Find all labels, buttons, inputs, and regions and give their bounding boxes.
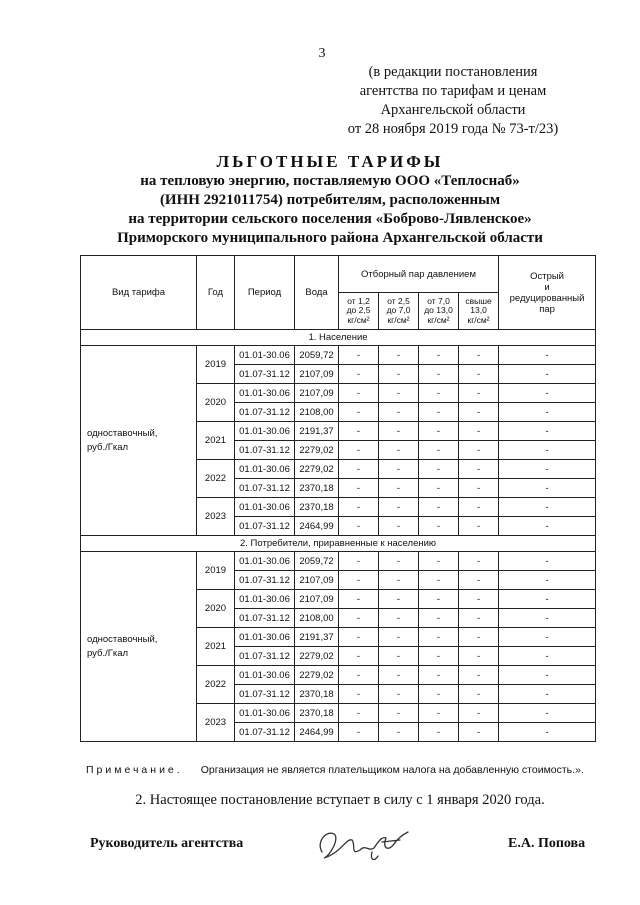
period-cell: 01.07-31.12 <box>235 517 295 536</box>
year-cell: 2020 <box>197 590 235 628</box>
header-period: Период <box>235 256 295 330</box>
steam-cell: - <box>379 422 419 441</box>
period-cell: 01.01-30.06 <box>235 666 295 685</box>
steam-cell: - <box>499 441 596 460</box>
steam-cell: - <box>339 498 379 517</box>
title-line: Приморского муниципального района Архангельской области <box>117 230 543 246</box>
tariff-type-cell <box>81 346 197 536</box>
steam-cell: - <box>499 571 596 590</box>
steam-cell: - <box>339 403 379 422</box>
header-steam-1 <box>339 293 379 330</box>
water-cell: 2191,37 <box>295 422 339 441</box>
edition-line: от 28 ноября 2019 года № 73-т/23) <box>347 121 559 137</box>
water-cell: 2279,02 <box>295 441 339 460</box>
header-line: пар <box>539 303 555 315</box>
period-cell: 01.01-30.06 <box>235 384 295 403</box>
steam-cell: - <box>499 498 596 517</box>
page-number: 3 <box>318 46 326 61</box>
period-cell: 01.01-30.06 <box>235 704 295 723</box>
period-cell: 01.01-30.06 <box>235 422 295 441</box>
steam-cell: - <box>339 590 379 609</box>
title-heading: ЛЬГОТНЫЕ ТАРИФЫ <box>216 152 444 171</box>
steam-cell: - <box>459 517 499 536</box>
header-line: кг/см² <box>467 314 490 325</box>
note-text: Организация не является плательщиком налога на добавленную стоимость.». <box>200 764 584 776</box>
water-cell: 2279,02 <box>295 666 339 685</box>
steam-cell: - <box>379 403 419 422</box>
steam-cell: - <box>419 517 459 536</box>
water-cell: 2464,99 <box>295 723 339 742</box>
steam-cell: - <box>419 704 459 723</box>
steam-cell: - <box>339 723 379 742</box>
steam-cell: - <box>379 723 419 742</box>
period-cell: 01.01-30.06 <box>235 346 295 365</box>
steam-cell: - <box>339 422 379 441</box>
year-cell: 2019 <box>197 346 235 384</box>
steam-cell: - <box>339 460 379 479</box>
tariff-table <box>80 255 596 742</box>
tariff-table-body <box>81 330 596 742</box>
steam-cell: - <box>459 460 499 479</box>
steam-cell: - <box>459 723 499 742</box>
steam-cell: - <box>379 365 419 384</box>
period-cell: 01.01-30.06 <box>235 628 295 647</box>
period-cell: 01.01-30.06 <box>235 460 295 479</box>
steam-cell: - <box>419 479 459 498</box>
steam-cell: - <box>379 460 419 479</box>
steam-cell: - <box>339 571 379 590</box>
header-line: от 7,0 <box>427 295 450 306</box>
header-line: свыше <box>465 295 492 306</box>
steam-cell: - <box>339 517 379 536</box>
steam-cell: - <box>339 628 379 647</box>
period-cell: 01.07-31.12 <box>235 571 295 590</box>
steam-cell: - <box>379 346 419 365</box>
section-title: 2. Потребители, приравненные к населению <box>81 536 596 552</box>
steam-cell: - <box>379 517 419 536</box>
header-line: и <box>544 281 550 293</box>
tariff-type-line: руб./Гкал <box>87 647 129 659</box>
signatory-position: Руководитель агентства <box>90 836 244 851</box>
period-cell: 01.07-31.12 <box>235 403 295 422</box>
steam-cell: - <box>419 723 459 742</box>
header-year: Год <box>197 256 235 330</box>
header-line: редуцированный <box>509 292 585 304</box>
steam-cell: - <box>499 365 596 384</box>
water-cell: 2107,09 <box>295 590 339 609</box>
steam-cell: - <box>379 609 419 628</box>
steam-cell: - <box>499 647 596 666</box>
steam-cell: - <box>339 346 379 365</box>
water-cell: 2464,99 <box>295 517 339 536</box>
header-water: Вода <box>295 256 339 330</box>
steam-cell: - <box>459 628 499 647</box>
period-cell: 01.01-30.06 <box>235 498 295 517</box>
steam-cell: - <box>379 552 419 571</box>
steam-cell: - <box>499 517 596 536</box>
steam-cell: - <box>459 365 499 384</box>
steam-cell: - <box>459 609 499 628</box>
steam-cell: - <box>339 552 379 571</box>
steam-cell: - <box>459 666 499 685</box>
year-cell: 2022 <box>197 460 235 498</box>
steam-cell: - <box>379 441 419 460</box>
steam-cell: - <box>419 365 459 384</box>
steam-cell: - <box>459 590 499 609</box>
title-line: на территории сельского поселения «Боброво-Лявленское» <box>128 211 532 227</box>
edition-line: Архангельской области <box>380 102 526 118</box>
effective-date-text: 2. Настоящее постановление вступает в силу с 1 января 2020 года. <box>135 792 545 808</box>
steam-cell: - <box>419 571 459 590</box>
signatory-name: Е.А. Попова <box>508 836 586 851</box>
steam-cell: - <box>419 384 459 403</box>
steam-cell: - <box>419 346 459 365</box>
steam-cell: - <box>459 403 499 422</box>
steam-cell: - <box>419 460 459 479</box>
table-row <box>81 552 596 571</box>
steam-cell: - <box>499 422 596 441</box>
header-line: кг/см² <box>347 314 370 325</box>
edition-line: (в редакции постановления <box>368 64 538 80</box>
steam-cell: - <box>459 479 499 498</box>
period-cell: 01.01-30.06 <box>235 552 295 571</box>
header-steam-2 <box>379 293 419 330</box>
steam-cell: - <box>339 685 379 704</box>
steam-cell: - <box>419 552 459 571</box>
steam-cell: - <box>499 685 596 704</box>
steam-cell: - <box>459 685 499 704</box>
steam-cell: - <box>499 552 596 571</box>
steam-cell: - <box>339 609 379 628</box>
steam-cell: - <box>499 346 596 365</box>
signature-image <box>312 822 422 870</box>
year-cell: 2020 <box>197 384 235 422</box>
steam-cell: - <box>459 441 499 460</box>
water-cell: 2059,72 <box>295 552 339 571</box>
steam-cell: - <box>419 422 459 441</box>
tariff-type-line: одноставочный, <box>87 427 158 439</box>
steam-cell: - <box>459 571 499 590</box>
water-cell: 2279,02 <box>295 460 339 479</box>
steam-cell: - <box>459 552 499 571</box>
steam-cell: - <box>499 704 596 723</box>
water-cell: 2370,18 <box>295 704 339 723</box>
steam-cell: - <box>419 666 459 685</box>
tariff-type-cell <box>81 552 197 742</box>
steam-cell: - <box>419 590 459 609</box>
steam-cell: - <box>379 704 419 723</box>
tariff-type-line: одноставочный, <box>87 633 158 645</box>
steam-cell: - <box>339 479 379 498</box>
water-cell: 2370,18 <box>295 498 339 517</box>
period-cell: 01.07-31.12 <box>235 365 295 384</box>
period-cell: 01.07-31.12 <box>235 685 295 704</box>
header-line: до 2,5 <box>346 305 371 316</box>
steam-cell: - <box>499 666 596 685</box>
period-cell: 01.07-31.12 <box>235 479 295 498</box>
period-cell: 01.07-31.12 <box>235 647 295 666</box>
steam-cell: - <box>379 590 419 609</box>
header-steam-3 <box>419 293 459 330</box>
tariff-type-line: руб./Гкал <box>87 441 129 453</box>
edition-line: агентства по тарифам и ценам <box>359 83 547 99</box>
year-cell: 2021 <box>197 422 235 460</box>
steam-cell: - <box>499 384 596 403</box>
steam-cell: - <box>499 403 596 422</box>
steam-cell: - <box>499 460 596 479</box>
period-cell: 01.01-30.06 <box>235 590 295 609</box>
header-line: Острый <box>530 270 564 282</box>
steam-cell: - <box>379 628 419 647</box>
year-cell: 2019 <box>197 552 235 590</box>
document-title <box>40 151 620 248</box>
section-row <box>81 536 596 552</box>
steam-cell: - <box>379 479 419 498</box>
title-line: (ИНН 2921011754) потребителям, расположенным <box>159 192 501 208</box>
header-steam-4 <box>459 293 499 330</box>
steam-cell: - <box>419 685 459 704</box>
water-cell: 2370,18 <box>295 479 339 498</box>
steam-cell: - <box>379 666 419 685</box>
steam-cell: - <box>459 422 499 441</box>
year-cell: 2022 <box>197 666 235 704</box>
steam-cell: - <box>459 498 499 517</box>
steam-cell: - <box>379 647 419 666</box>
steam-cell: - <box>339 704 379 723</box>
header-line: до 13,0 <box>424 305 453 316</box>
table-row <box>81 346 596 365</box>
water-cell: 2108,00 <box>295 403 339 422</box>
steam-cell: - <box>499 479 596 498</box>
water-cell: 2191,37 <box>295 628 339 647</box>
steam-cell: - <box>419 498 459 517</box>
header-line: от 1,2 <box>347 295 370 306</box>
section-row <box>81 330 596 346</box>
steam-cell: - <box>379 571 419 590</box>
steam-cell: - <box>419 647 459 666</box>
period-cell: 01.07-31.12 <box>235 723 295 742</box>
header-line: кг/см² <box>427 314 450 325</box>
year-cell: 2023 <box>197 704 235 742</box>
note-label: Примечание. <box>86 764 183 776</box>
steam-cell: - <box>339 647 379 666</box>
steam-cell: - <box>379 498 419 517</box>
steam-cell: - <box>459 704 499 723</box>
steam-cell: - <box>339 441 379 460</box>
steam-cell: - <box>379 685 419 704</box>
period-cell: 01.07-31.12 <box>235 609 295 628</box>
header-line: кг/см² <box>387 314 410 325</box>
section-title: 1. Население <box>81 330 596 346</box>
header-sharp-steam <box>499 256 596 330</box>
header-tariff-type: Вид тарифа <box>81 256 197 330</box>
water-cell: 2370,18 <box>295 685 339 704</box>
water-cell: 2279,02 <box>295 647 339 666</box>
water-cell: 2107,09 <box>295 384 339 403</box>
header-steam-group: Отборный пар давлением <box>339 256 499 293</box>
edition-note <box>330 63 576 139</box>
title-line: на тепловую энергию, поставляемую ООО «Теплоснаб» <box>140 173 520 189</box>
year-cell: 2023 <box>197 498 235 536</box>
year-cell: 2021 <box>197 628 235 666</box>
steam-cell: - <box>339 365 379 384</box>
period-cell: 01.07-31.12 <box>235 441 295 460</box>
steam-cell: - <box>339 384 379 403</box>
water-cell: 2059,72 <box>295 346 339 365</box>
steam-cell: - <box>499 590 596 609</box>
water-cell: 2107,09 <box>295 571 339 590</box>
water-cell: 2108,00 <box>295 609 339 628</box>
header-line: от 2,5 <box>387 295 410 306</box>
note <box>86 764 606 776</box>
steam-cell: - <box>499 628 596 647</box>
steam-cell: - <box>419 609 459 628</box>
steam-cell: - <box>459 384 499 403</box>
header-line: 13,0 <box>470 305 487 316</box>
steam-cell: - <box>339 666 379 685</box>
steam-cell: - <box>459 647 499 666</box>
steam-cell: - <box>499 609 596 628</box>
steam-cell: - <box>419 403 459 422</box>
steam-cell: - <box>459 346 499 365</box>
header-line: до 7,0 <box>386 305 411 316</box>
water-cell: 2107,09 <box>295 365 339 384</box>
steam-cell: - <box>499 723 596 742</box>
steam-cell: - <box>379 384 419 403</box>
steam-cell: - <box>419 441 459 460</box>
steam-cell: - <box>419 628 459 647</box>
